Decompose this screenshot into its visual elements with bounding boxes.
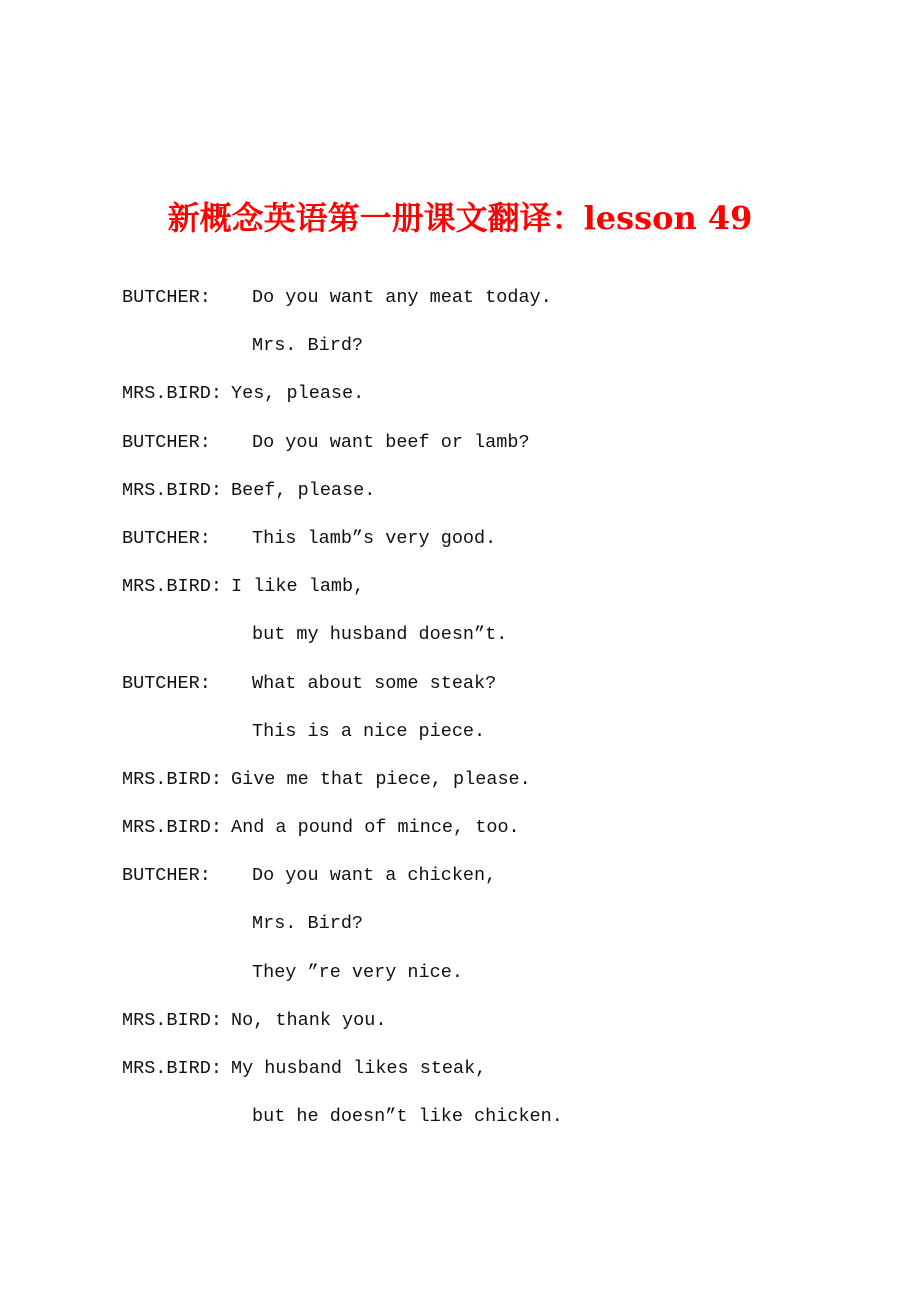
line-text: They ”re very nice. xyxy=(252,961,463,983)
speaker-label: BUTCHER: xyxy=(122,431,211,453)
line-text: And a pound of mince, too. xyxy=(231,817,520,839)
speaker-label: MRS.BIRD: xyxy=(122,1009,222,1031)
line-text: but my husband doesn”t. xyxy=(252,624,508,646)
speaker-label: MRS.BIRD: xyxy=(122,768,222,790)
line-text: Do you want any meat today. xyxy=(252,287,552,308)
line-text: Mrs. Bird? xyxy=(252,335,364,357)
line-text: This is a nice piece. xyxy=(252,720,486,742)
line-text: This lamb”s very good. xyxy=(252,527,497,549)
line-text: Beef, please. xyxy=(231,479,376,501)
speaker-label: BUTCHER: xyxy=(122,865,211,887)
line-text: What about some steak? xyxy=(252,672,497,694)
speaker-label: MRS.BIRD: xyxy=(122,383,222,405)
speaker-label: MRS.BIRD: xyxy=(122,576,222,598)
line-text: I like lamb, xyxy=(231,576,365,598)
line-text: Yes, please. xyxy=(231,383,365,405)
page-title: 新概念英语第一册课文翻译：lesson 49 xyxy=(167,199,753,237)
line-text: No, thank you. xyxy=(231,1009,387,1031)
speaker-label: BUTCHER: xyxy=(122,287,211,308)
line-text: My husband likes steak, xyxy=(231,1058,487,1079)
line-text: Do you want a chicken, xyxy=(252,865,497,887)
speaker-label: BUTCHER: xyxy=(122,672,211,694)
speaker-label: MRS.BIRD: xyxy=(122,1058,222,1079)
speaker-label: MRS.BIRD: xyxy=(122,817,222,839)
line-text: but he doesn”t like chicken. xyxy=(252,1106,563,1128)
speaker-label: MRS.BIRD: xyxy=(122,479,222,501)
speaker-label: BUTCHER: xyxy=(122,527,211,549)
line-text: Give me that piece, please. xyxy=(231,768,531,790)
line-text: Mrs. Bird? xyxy=(252,913,364,935)
line-text: Do you want beef or lamb? xyxy=(252,431,530,453)
